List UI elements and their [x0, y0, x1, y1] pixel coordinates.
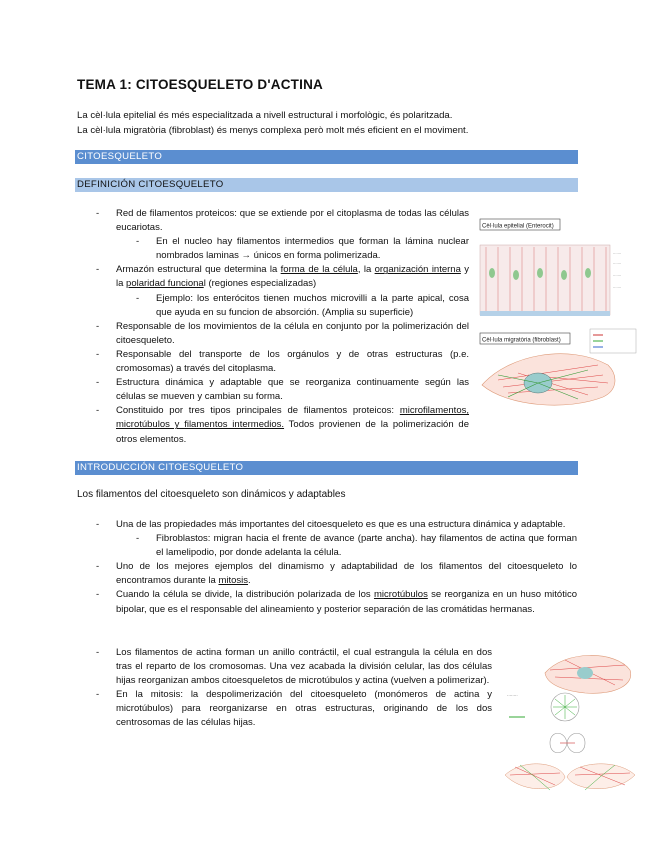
- list-item: - Fibroblastos: migran hacia el frente de avance (parte ancha). hay filamentos de actina que forman el lamelipodio, por donde adelanta la célula.: [156, 532, 577, 560]
- list-item: - Responsable del transporte de los orgánulos y de otras estructuras (p.e. cromosomas) a través del citoplasma.: [116, 348, 469, 376]
- figure-label-fibroblast: Cèl·lula migratòria (fibroblast): [482, 337, 561, 344]
- svg-text:·······: ·······: [613, 262, 622, 266]
- list-item: - Armazón estructural que determina la forma de la célula, la organización interna y la polaridad funcional (regiones especializadas) - Ejemplo: los enterócitos tienen muchos microvilli a la parte apical, cosa que ayuda en su funcion de absorción. (Amplia su superficie): [116, 263, 469, 319]
- intro-line-2: La cèl·lula migratòria (fibroblast) és menys complexa però molt més eficient en el moviment.: [77, 125, 469, 136]
- list-item: - Ejemplo: los enterócitos tienen muchos microvilli a la parte apical, cosa que ayuda en su funcion de absorción. (Amplia su superficie): [156, 292, 469, 320]
- introduccion-list: [116, 518, 577, 617]
- mitosis-diagram-figure: [505, 645, 640, 795]
- list-item: - Cuando la célula se divide, la distribución polarizada de los microtúbulos se reorganiza en un huso mitótico bipolar, que es el responsable del alineamiento y posterior separación de las cromátidas hermanas.: [116, 588, 577, 616]
- list-item: - Los filamentos de actina forman un anillo contráctil, el cual estrangula la célula en dos tras el reparto de los cromosomas. Una vez acabada la división celular, las dos células hijas reorganizan ambos citoesqueletos de microtúbulos y actina (vuelven a polimerizar).: [116, 646, 492, 688]
- list-item: - Constituido por tres tipos principales de filamentos proteicos: microfilamentos, microtúbulos y filamentos intermedios. Todos provienen de la polimerización de otros elementos.: [116, 404, 469, 446]
- intro-paragraph: [77, 108, 577, 138]
- list-item: - Una de las propiedades más importantes del citoesqueleto es que es una estructura dinámica y adaptable. - Fibroblastos: migran hacia el frente de avance (parte ancha). hay filamentos de actina que forman el lamelipodio, por donde adelanta la célula.: [116, 518, 577, 560]
- svg-text:·······: ·······: [613, 286, 622, 290]
- cell-diagram-figure: [478, 215, 643, 415]
- svg-text:·······: ·······: [613, 274, 622, 278]
- svg-text:········: ········: [507, 693, 518, 698]
- section-header-citoesqueleto: CITOESQUELETO: [75, 150, 578, 164]
- definicion-list: [116, 207, 469, 447]
- list-item: - Red de filamentos proteicos: que se extiende por el citoplasma de todas las células eucariotas. - En el nucleo hay filamentos intermedios que forman la lámina nuclear nombrados laminas → únicos en forma polimerizada.: [116, 207, 469, 263]
- list-item: - En la mitosis: la despolimerización del citoesqueleto (monómeros de actina y microtúbulos) para reorganizarse en otras estructuras, originando de los dos centrosomas de las células hijas.: [116, 688, 492, 730]
- intro-line-1: La cèl·lula epitelial és més especialitzada a nivell estructural i morfològic, és polaritzada.: [77, 110, 453, 121]
- section-header-definicion: DEFINICIÓN CITOESQUELETO: [75, 178, 578, 192]
- page-title: TEMA 1: CITOESQUELETO D'ACTINA: [77, 77, 323, 92]
- svg-text:·······: ·······: [613, 252, 622, 256]
- intro2-lead: Los filamentos del citoesqueleto son dinámicos y adaptables: [77, 489, 346, 500]
- list-item: - En el nucleo hay filamentos intermedios que forman la lámina nuclear nombrados laminas → únicos en forma polimerizada.: [156, 235, 469, 263]
- section-header-introduccion: INTRODUCCIÓN CITOESQUELETO: [75, 461, 578, 475]
- list-item: - Uno de los mejores ejemplos del dinamismo y adaptabilidad de los filamentos del citoesqueleto lo encontramos durante la mitosis.: [116, 560, 577, 588]
- figure-label-epithelial: Cèl·lula epitelial (Enterocit): [482, 223, 554, 230]
- introduccion-list-2: [116, 646, 492, 731]
- list-item: - Responsable de los movimientos de la célula en conjunto por la polimerización del citoesqueleto.: [116, 320, 469, 348]
- list-item: - Estructura dinámica y adaptable que se reorganiza continuamente según las células se mueven y cambian su forma.: [116, 376, 469, 404]
